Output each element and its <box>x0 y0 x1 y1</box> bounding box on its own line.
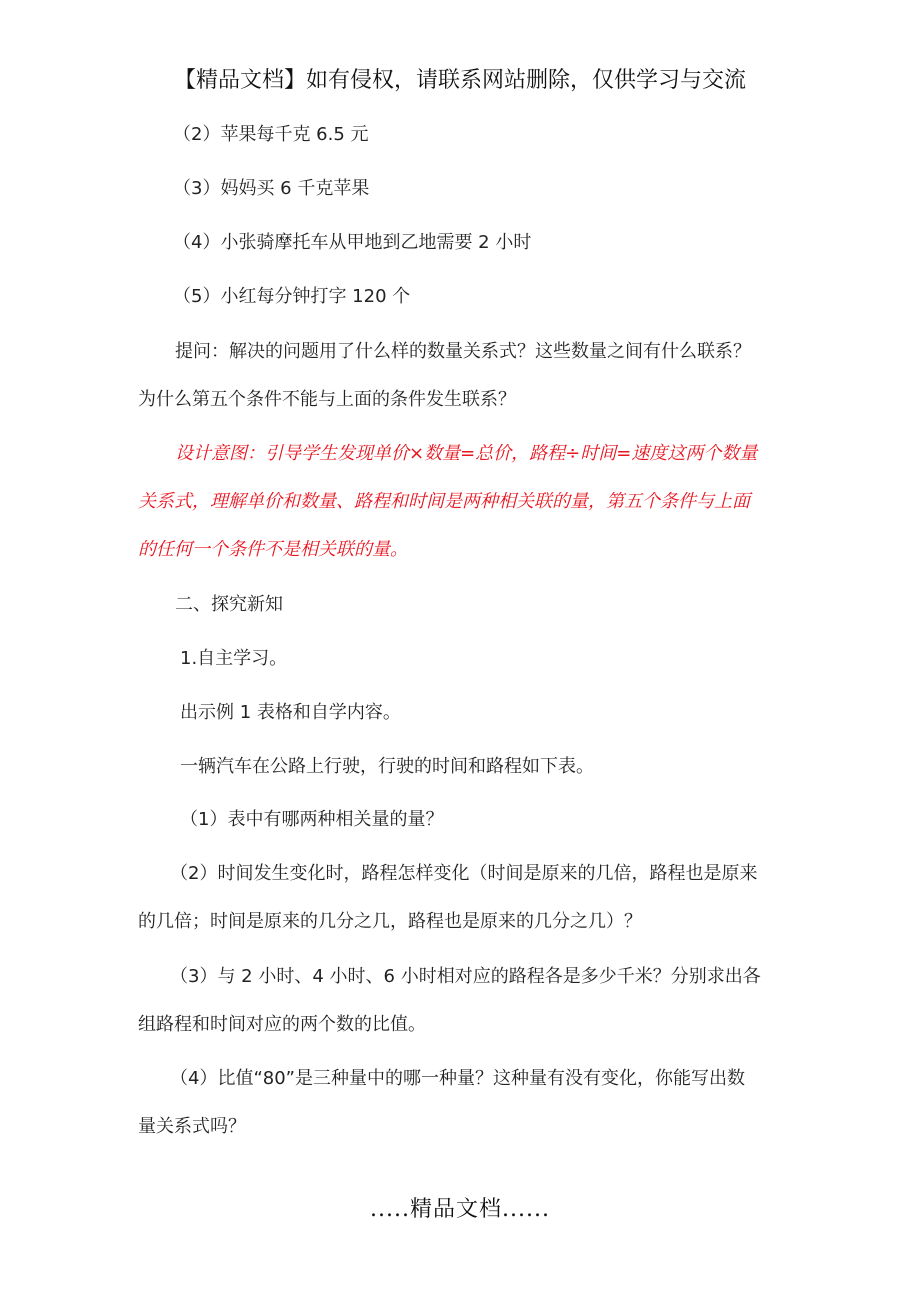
question-4-line-2: 量关系式吗？ <box>138 1116 246 1137</box>
design-intent-line-1: 设计意图：引导学生发现单价×数量=总价，路程÷时间=速度这两个数量 <box>175 443 758 464</box>
question-4-line-1: （4）比值“80”是三种量中的哪一种量？这种量有没有变化，你能写出数 <box>170 1068 746 1089</box>
question-3-line-2: 组路程和时间对应的两个数的比值。 <box>138 1014 426 1035</box>
self-study-heading: 1.自主学习。 <box>180 648 288 669</box>
design-intent-line-3: 的任何一个条件不是相关联的量。 <box>138 539 408 560</box>
condition-2: （2）苹果每千克 6.5 元 <box>173 124 369 145</box>
design-intent-line-2: 关系式，理解单价和数量、路程和时间是两种相关联的量，第五个条件与上面 <box>138 491 750 512</box>
condition-5: （5）小红每分钟打字 120 个 <box>173 286 411 307</box>
watermark-footer: .....精品文档...... <box>370 1197 550 1222</box>
question-3-line-1: （3）与 2 小时、4 小时、6 小时相对应的路程各是多少千米？分别求出各 <box>170 966 761 987</box>
question-line-2: 为什么第五个条件不能与上面的条件发生联系？ <box>138 389 516 410</box>
section-title: 二、探究新知 <box>175 594 283 615</box>
question-line-1: 提问：解决的问题用了什么样的数量关系式？这些数量之间有什么联系？ <box>175 341 751 362</box>
question-2-line-1: （2）时间发生变化时，路程怎样变化（时间是原来的几倍，路程也是原来 <box>170 863 758 884</box>
question-1: （1）表中有哪两种相关量的量？ <box>180 809 444 830</box>
example-description: 一辆汽车在公路上行驶，行驶的时间和路程如下表。 <box>180 756 594 777</box>
condition-3: （3）妈妈买 6 千克苹果 <box>173 178 370 199</box>
watermark-header: 【精品文档】如有侵权，请联系网站删除，仅供学习与交流 <box>173 68 746 93</box>
question-2-line-2: 的几倍；时间是原来的几分之几，路程也是原来的几分之几）？ <box>138 911 642 932</box>
show-example-text: 出示例 1 表格和自学内容。 <box>180 702 401 723</box>
condition-4: （4）小张骑摩托车从甲地到乙地需要 2 小时 <box>173 232 532 253</box>
